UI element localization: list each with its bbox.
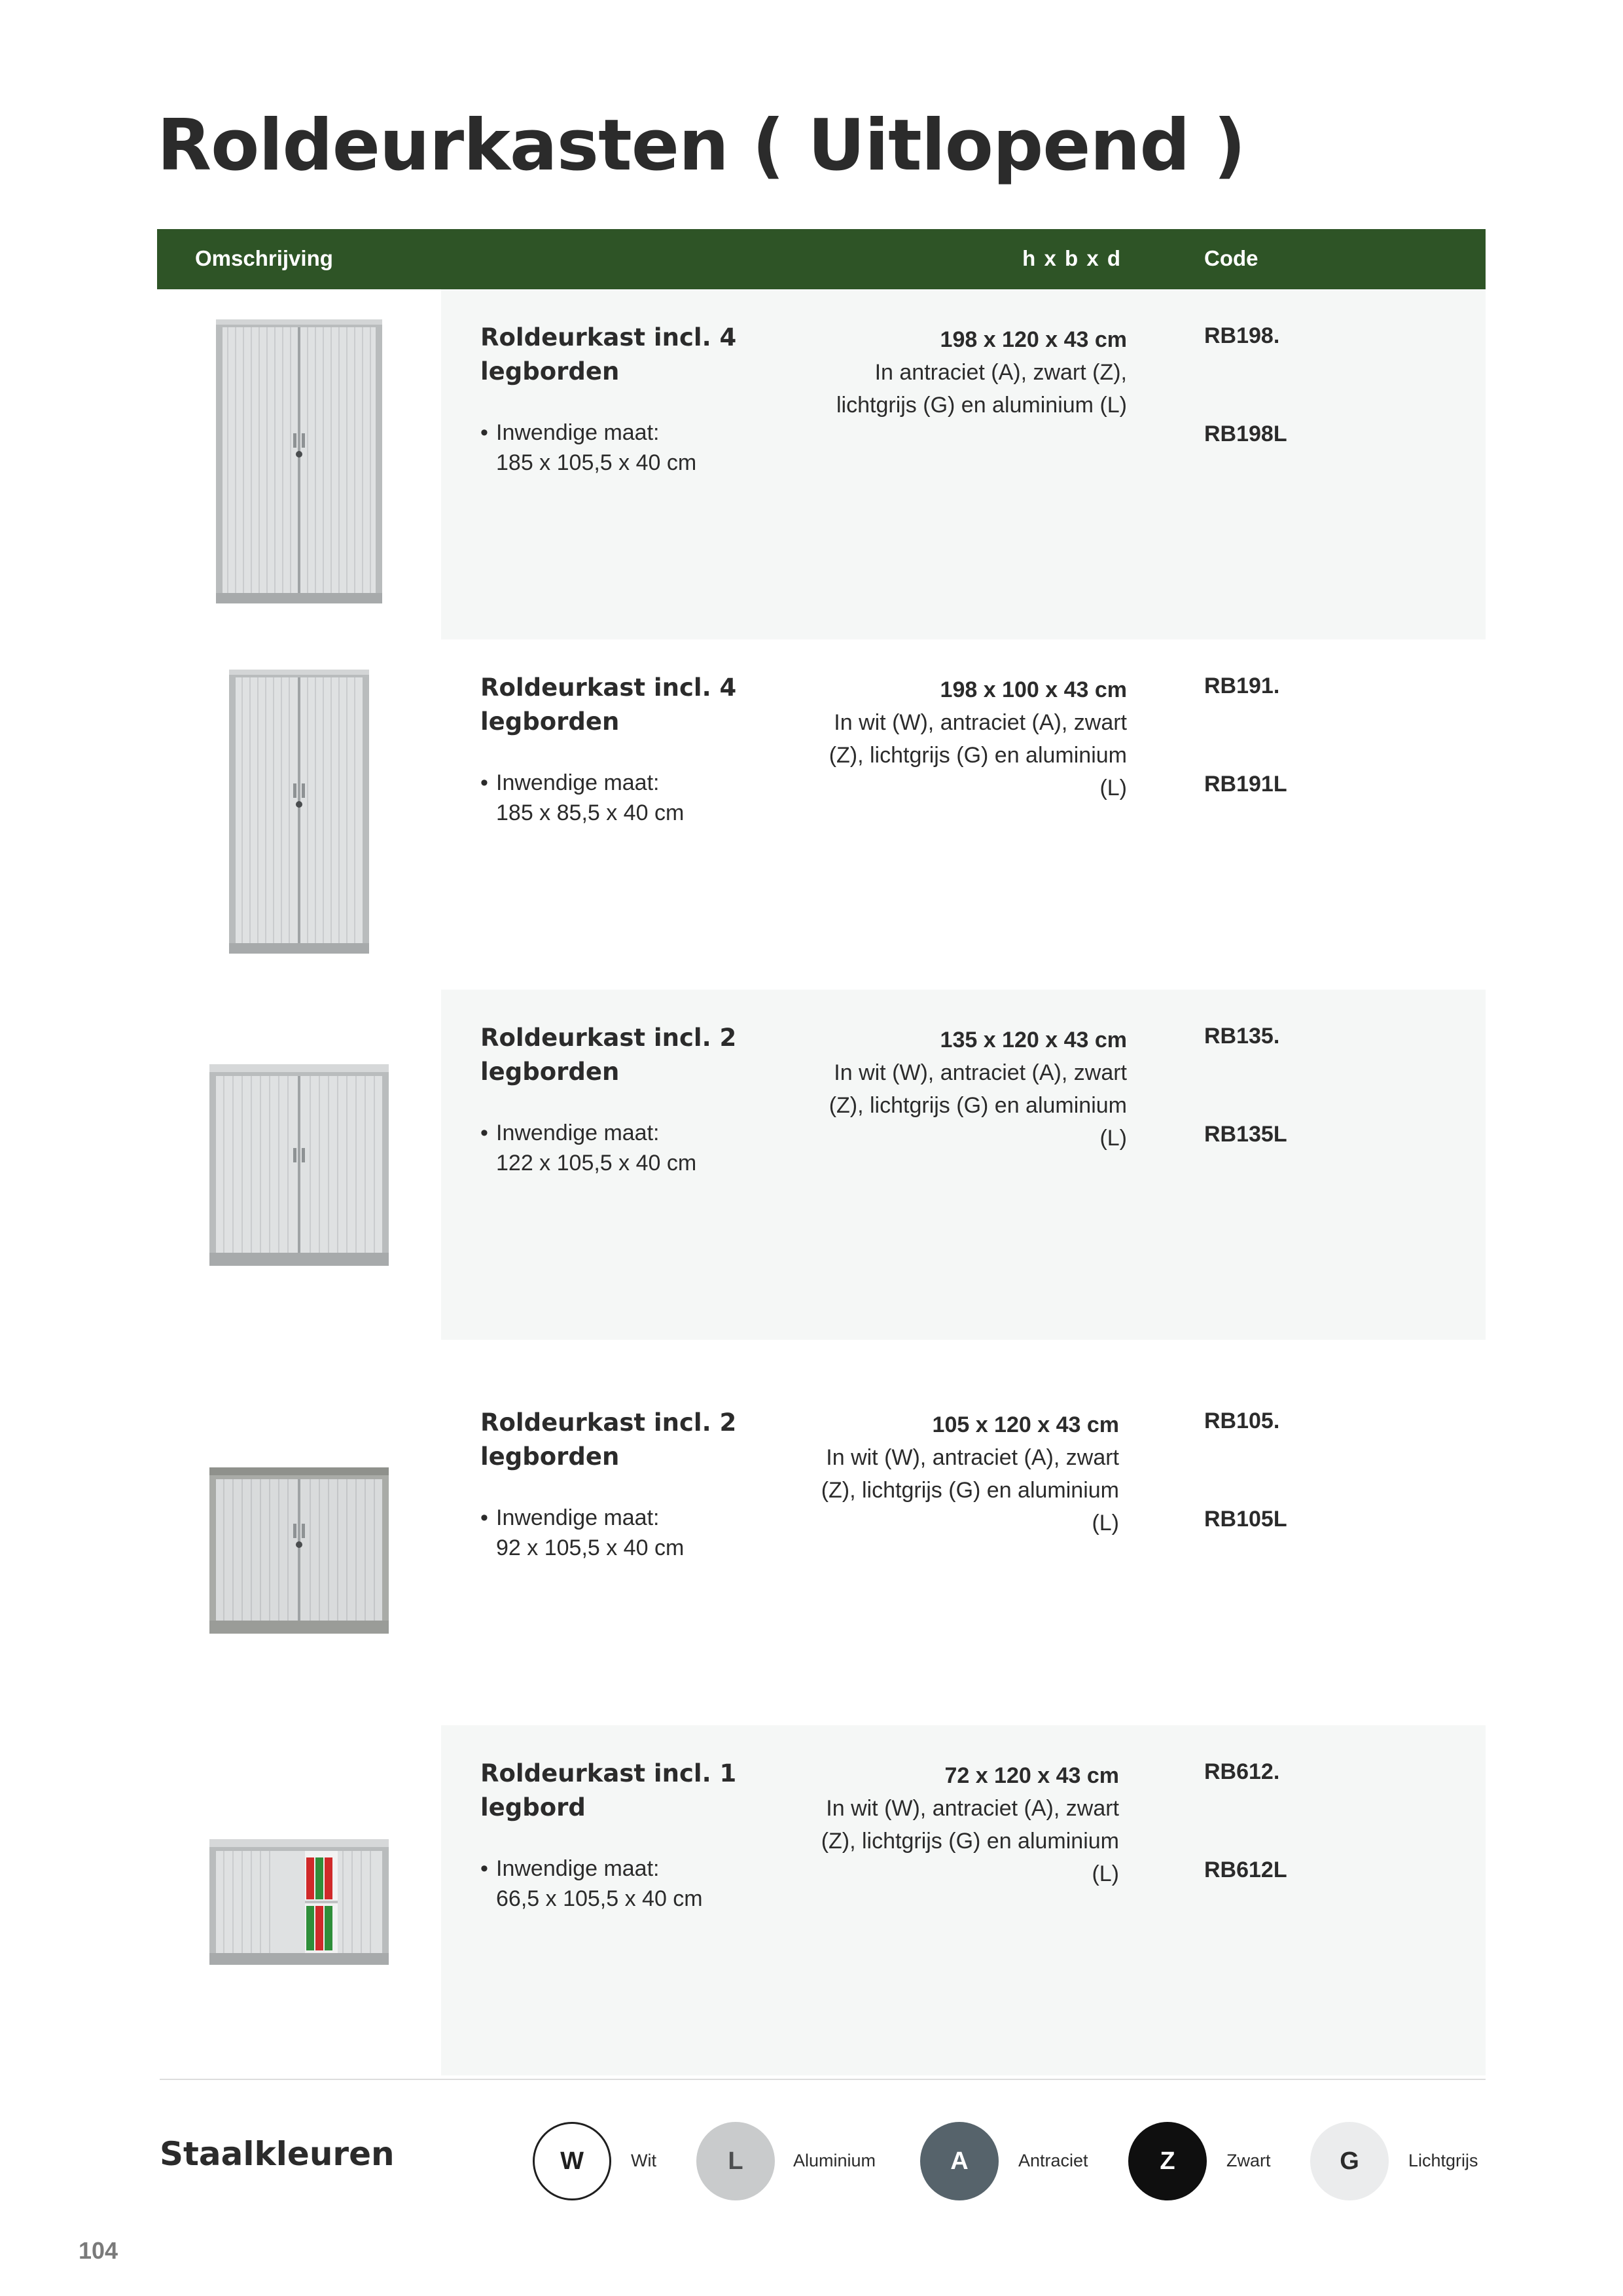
product-code: RB612. [1204,1759,1280,1784]
product-name: Roldeurkast incl. 1 legbord [480,1759,737,1821]
product-code: RB191. [1204,673,1280,698]
product-code-alt: RB135L [1204,1122,1287,1147]
product-image [157,668,441,955]
roll-door-cabinet-tall-icon [213,318,385,605]
product-image [157,1838,441,1966]
product-name: Roldeurkast incl. 4 legborden [480,673,737,736]
bullet: • [480,420,488,445]
product-image [157,1466,441,1635]
swatch-label-zwart: Zwart [1226,2151,1271,2170]
swatch-antraciet: A [920,2122,999,2200]
product-code: RB105. [1204,1408,1280,1433]
dimensions: 72 x 120 x 43 cm In wit (W), antraciet (A), zwart (Z), lichtgrijs (G) en aluminium (L) [821,1763,1119,1886]
product-name: Roldeurkast incl. 4 legborden [480,323,737,386]
product-name: Roldeurkast incl. 2 legborden [480,1024,737,1086]
table-row [157,639,1486,990]
inner-size: • Inwendige maat: 122 x 105,5 x 40 cm [480,1118,755,1178]
table-row [157,1374,1486,1725]
swatch-wit: W [533,2122,611,2200]
product-name: Roldeurkast incl. 2 legborden [480,1408,737,1471]
product-code: RB135. [1204,1024,1280,1049]
roll-door-cabinet-with-binders-icon [207,1838,391,1966]
table-row [157,1725,1486,2075]
bullet: • [480,1505,488,1530]
dimensions: 135 x 120 x 43 cm In wit (W), antraciet (A), zwart (Z), lichtgrijs (G) en aluminium (L) [829,1028,1127,1151]
swatch-zwart: Z [1128,2122,1207,2200]
header-code: Code [1204,246,1258,270]
roll-door-cabinet-tall-narrow-icon [226,668,372,955]
table-header [157,229,1486,289]
product-image [157,1063,441,1267]
swatch-label-antraciet: Antraciet [1018,2151,1088,2170]
dimensions: 105 x 120 x 43 cm In wit (W), antraciet (A), zwart (Z), lichtgrijs (G) en aluminium (L) [821,1412,1119,1535]
roll-door-cabinet-low-icon [207,1466,391,1635]
page-title: Roldeurkasten ( Uitlopend ) [157,105,1245,187]
header-description: Omschrijving [195,246,333,270]
bullet: • [480,770,488,795]
table-row [157,990,1486,1340]
swatch-label-lichtgrijs: Lichtgrijs [1408,2151,1478,2170]
roll-door-cabinet-medium-icon [207,1063,391,1267]
swatch-title: Staalkleuren [160,2135,395,2173]
swatch-label-wit: Wit [631,2151,656,2170]
table-row [157,289,1486,639]
product-code: RB198. [1204,323,1280,348]
product-code-alt: RB105L [1204,1507,1287,1532]
product-code-alt: RB198L [1204,422,1287,446]
inner-size: • Inwendige maat: 92 x 105,5 x 40 cm [480,1503,755,1563]
bullet: • [480,1856,488,1881]
product-code-alt: RB191L [1204,772,1287,797]
divider [160,2079,1486,2080]
dimensions: 198 x 120 x 43 cm In antraciet (A), zwart (Z), lichtgrijs (G) en aluminium (L) [836,327,1127,418]
swatch-aluminium: L [696,2122,775,2200]
product-code-alt: RB612L [1204,1857,1287,1882]
inner-size: • Inwendige maat: 185 x 85,5 x 40 cm [480,768,755,828]
page-number: 104 [79,2237,118,2264]
bullet: • [480,1121,488,1145]
swatch-label-aluminium: Aluminium [793,2151,876,2170]
inner-size: • Inwendige maat: 66,5 x 105,5 x 40 cm [480,1854,755,1914]
dimensions: 198 x 100 x 43 cm In wit (W), antraciet (A), zwart (Z), lichtgrijs (G) en aluminium (L) [829,677,1127,800]
swatch-lichtgrijs: G [1310,2122,1389,2200]
header-dimensions: h x b x d [1022,246,1122,270]
inner-size: • Inwendige maat: 185 x 105,5 x 40 cm [480,418,755,478]
product-image [157,318,441,605]
